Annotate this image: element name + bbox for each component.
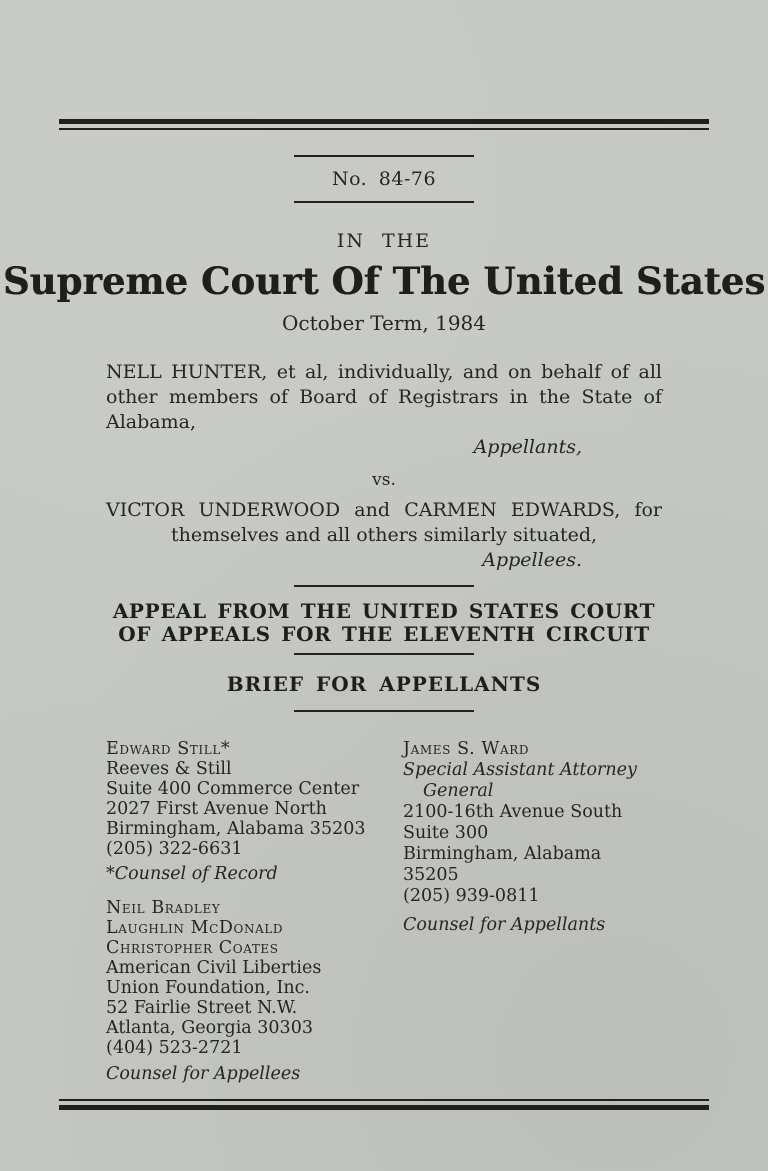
counsel-address-line: Atlanta, Georgia 30303 — [106, 1018, 313, 1038]
counsel-address-line: Birmingham, Alabama 35203 — [106, 819, 366, 839]
brief-title: BRIEF FOR APPELLANTS — [226, 672, 542, 696]
caption-block — [106, 360, 662, 573]
docket-rule-top — [294, 155, 474, 157]
term-line: October Term, 1984 — [282, 311, 486, 335]
counsel-role: Counsel for Appellants — [403, 915, 606, 935]
counsel-address-line: 2100-16th Avenue South — [403, 802, 623, 822]
counsel-title-line: Special Assistant Attorney — [403, 760, 637, 780]
counsel-address-line: Birmingham, Alabama 35205 — [403, 844, 602, 885]
counsel-column-right — [403, 739, 662, 1084]
docket-rule-bottom — [294, 201, 474, 203]
appeal-from-line2: OF APPEALS FOR THE ELEVENTH CIRCUIT — [118, 622, 650, 646]
counsel-phone: (205) 322-6631 — [106, 839, 243, 859]
appellees-designation: Appellees. — [482, 549, 582, 571]
case-caption — [106, 360, 662, 573]
separator-rule-brief — [294, 710, 474, 712]
counsel-listing — [106, 739, 662, 1084]
counsel-organization-line: Union Foundation, Inc. — [106, 978, 310, 998]
appellants-name-line1: NELL HUNTER, et al, individually, and on behalf of all — [106, 361, 662, 383]
counsel-phone: (404) 523-2721 — [106, 1038, 243, 1058]
counsel-of-record-note: *Counsel of Record — [106, 864, 278, 884]
appeal-from-heading — [0, 600, 768, 646]
versus-label: vs. — [372, 470, 396, 490]
counsel-name: Christopher Coates — [106, 938, 279, 958]
appeal-from-line1: APPEAL FROM THE UNITED STATES COURT — [112, 599, 656, 623]
appellees-name-line1: VICTOR UNDERWOOD and CARMEN EDWARDS, for — [106, 499, 662, 521]
counsel-organization-line: American Civil Liberties — [106, 958, 322, 978]
counsel-name: James S. Ward — [403, 739, 530, 759]
appellants-name-line2: other members of Board of Registrars in the State of Alabama, — [106, 386, 662, 433]
counsel-address-line: 52 Fairlie Street N.W. — [106, 998, 298, 1018]
separator-rule-caption — [294, 585, 474, 587]
docket-number: No. 84-76 — [331, 168, 437, 190]
top-rule-thin — [59, 128, 709, 130]
counsel-name: Neil Bradley — [106, 898, 221, 918]
court-title-blackletter: Supreme Court Of The United States — [2, 259, 766, 303]
counsel-name: Edward Still* — [106, 739, 231, 759]
bottom-double-rule — [59, 1099, 709, 1110]
bottom-rule-thick — [59, 1105, 709, 1110]
counsel-name: Laughlin McDonald — [106, 918, 284, 938]
counsel-phone: (205) 939-0811 — [403, 886, 540, 906]
counsel-address-line: Suite 300 — [403, 823, 489, 843]
counsel-address-line: 2027 First Avenue North — [106, 799, 327, 819]
top-double-rule — [59, 0, 709, 130]
counsel-address-line: Suite 400 Commerce Center — [106, 779, 360, 799]
counsel-column-left — [106, 739, 403, 1084]
appellees-name-line2: themselves and all others similarly situated, — [170, 524, 598, 546]
separator-rule-appeal — [294, 653, 474, 655]
counsel-role: Counsel for Appellees — [106, 1064, 301, 1084]
appellants-designation: Appellants, — [473, 436, 582, 458]
counsel-firm: Reeves & Still — [106, 759, 232, 779]
in-the-label: IN THE — [336, 230, 432, 252]
counsel-title-line: General — [423, 781, 494, 801]
